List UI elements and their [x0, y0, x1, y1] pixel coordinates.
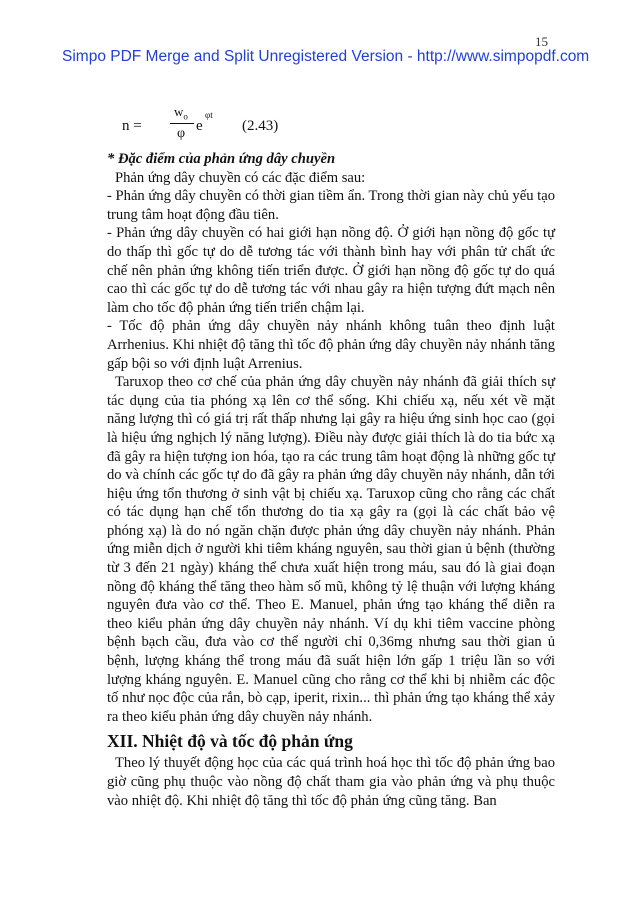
- formula-exp-power: φt: [205, 110, 213, 120]
- formula-numerator-symbol: w: [174, 104, 184, 119]
- feature-point-3: - Tốc độ phản ứng dây chuyền nảy nhánh không tuân theo định luật Arrhenius. Khi nhiệt độ tăng thì tốc độ phản ứng dây chuyền nảy nhánh tăng gấp bội so với định luật Arrenius.: [107, 318, 555, 372]
- formula-exp-base: e: [196, 118, 203, 134]
- body-paragraph: Taruxop theo cơ chế của phản ứng dây chuyền nảy nhánh đã giải thích sự tác dụng của tia phóng xạ lên cơ thể sống. Khi chiếu xạ, nếu xét về mặt năng lượng thì có giá trị rất thấp nhưng lại gây ra hiệu ứng sinh học cao (gọi là hiệu ứng nghịch lý năng lượng). Điều này được giải thích là do tia bức xạ đã gây ra hiện tượng ion hóa, tạo ra các trung tâm hoạt động là những gốc tự do và chính các gốc tự do đã gây ra phản ứng dây chuyền nảy nhánh, dẫn tới hiệu ứng tổn thương ở sinh vật bị chiếu xạ. Taruxop cũng cho rằng các chất có tác dụng hạn chế tổn thương do tia xạ gây ra (gọi là các chất bảo vệ phóng xạ) là do nó ngăn chặn được phản ứng dây chuyền nảy nhánh. Phản ứng miễn dịch ở người khi tiêm kháng nguyên, sau thời gian ủ bệnh (thường từ 3 đến 21 ngày) kháng thể chưa xuất hiện trong máu, sau đó là giai đoạn nồng độ kháng thể tăng theo hàm số mũ, không tỷ lệ thuận với lượng kháng nguyên đưa vào cơ thể. Theo E. Manuel, phản ứng tạo kháng thể diễn ra theo kiểu phản ứng dây chuyền nảy nhánh. Ví dụ khi tiêm vaccine phòng bệnh bạch cầu, đưa vào cơ thể người chỉ 0,36mg nhưng sau thời gian ủ bệnh, lượng kháng thể trong máu đã suất hiện lớn gấp 1 triệu lần so với lượng kháng nguyên. E. Manuel cũng cho rằng cơ thể khi bị nhiễm các độc tố như nọc độc của rắn, bò cạp, iperit, rixin... thì phản ứng tạo kháng thể xảy ra theo kiểu phản ứng dây chuyền nảy nhánh.: [107, 374, 555, 725]
- fraction-bar: [170, 123, 194, 124]
- feature-point-1: - Phản ứng dây chuyền có thời gian tiềm ẩn. Trong thời gian này chủ yếu tạo trung tâm hoạt động đầu tiên.: [107, 188, 555, 223]
- section-heading: XII. Nhiệt độ và tốc độ phản ứng: [107, 731, 353, 752]
- page-number: 15: [535, 34, 548, 49]
- section-paragraph: Theo lý thuyết động học của các quá trình hoá học thì tốc độ phản ứng bao giờ cũng phụ thuộc vào nồng độ chất tham gia vào phản ứng và phụ thuộc vào nhiệt độ. Khi nhiệt độ tăng thì tốc độ phản ứng cũng tăng. Ban: [107, 755, 555, 809]
- equation-number: (2.43): [242, 118, 279, 134]
- page-body: [107, 150, 555, 810]
- formula-numerator-subscript: o: [183, 111, 188, 122]
- formula-denominator: φ: [177, 126, 186, 141]
- formula-2-43: [122, 104, 342, 154]
- intro-text: Phản ứng dây chuyền có các đặc điểm sau:: [115, 169, 366, 186]
- formula-lhs: n =: [122, 118, 142, 134]
- formula-numerator: [174, 104, 188, 122]
- feature-point-2: - Phản ứng dây chuyền có hai giới hạn nồng độ. Ở giới hạn nồng độ gốc tự do thấp thì gốc tự do dễ tương tác với thành bình hay với phân tử chất ức chế nên phản ứng không tiến triển được. Ở giới hạn nồng độ gốc tự do quá cao thì các gốc tự do dễ tương tác với nhau gây ra hiện tượng đứt mạch nên làm cho tốc độ phản ứng tiến triển chậm lại.: [107, 225, 555, 316]
- watermark-banner: Simpo PDF Merge and Split Unregistered Version - http://www.simpopdf.com: [62, 48, 590, 65]
- subheading: * Đặc điểm của phản ứng dây chuyền: [107, 151, 336, 167]
